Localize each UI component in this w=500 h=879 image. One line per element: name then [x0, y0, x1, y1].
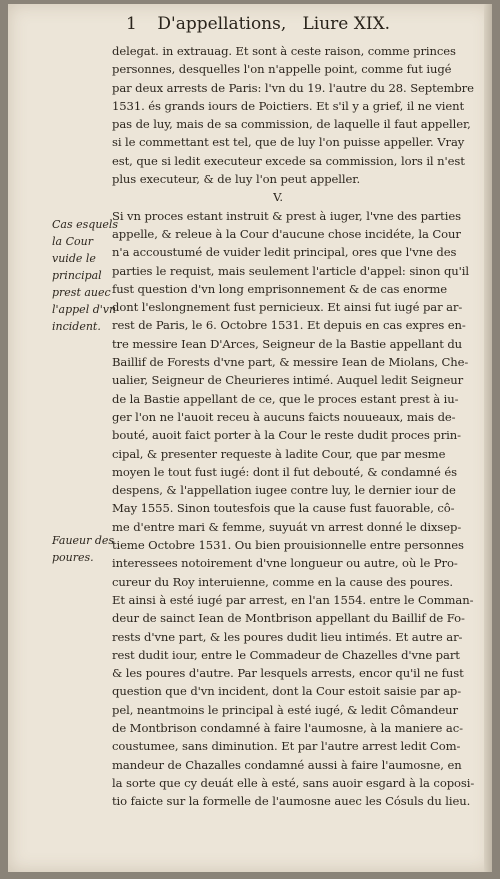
margin-line: principal	[52, 269, 102, 282]
text-line: de Montbrison condamné à faire l'aumosne, à la maniere ac-	[112, 720, 463, 735]
text-line: dont l'eslongnement fust pernicieux. Et ainsi fut iugé par ar-	[112, 300, 463, 315]
text-line: me d'entre mari & femme, suyuát vn arrest donné le dixsep-	[112, 519, 462, 534]
running-header	[126, 14, 486, 34]
header-title: D'appellations,	[157, 14, 287, 34]
text-line: pas de luy, mais de sa commission, de laquelle il faut appeller,	[112, 117, 471, 132]
book-page	[8, 4, 492, 872]
page-edge	[484, 4, 492, 872]
text-line: question que d'vn incident, dont la Cour estoit saisie par ap-	[112, 684, 462, 699]
text-line: mandeur de Chazalles condamné aussi à faire l'aumosne, en	[112, 757, 462, 772]
text-line: est, que si ledit executeur excede sa commission, lors il n'est	[112, 153, 465, 168]
text-line: May 1555. Sinon toutesfois que la cause fust fauorable, cô-	[112, 501, 455, 516]
text-line: personnes, desquelles l'on n'appelle point, comme fut iugé	[112, 62, 452, 77]
margin-line: Faueur des	[52, 534, 115, 547]
margin-line: la Cour	[52, 235, 93, 248]
text-line: coustumee, sans diminution. Et par l'autre arrest ledit Com-	[112, 739, 461, 754]
text-line: despens, & l'appellation iugee contre luy, le dernier iour de	[112, 483, 456, 498]
margin-note-cas-esquels	[52, 216, 120, 335]
text-line: ualier, Seigneur de Cheurieres intimé. Auquel ledit Seigneur	[112, 373, 464, 388]
text-line: moyen le tout fust iugé: dont il fut debouté, & condamné és	[112, 464, 457, 479]
text-line: delegat. in extrauag. Et sont à ceste raison, comme princes	[112, 44, 456, 58]
margin-line: Cas esquels	[52, 218, 119, 231]
margin-line: poures.	[52, 551, 94, 564]
margin-line: prest auec	[52, 286, 111, 299]
text-line: rests d'vne part, & les poures dudit lieu intimés. Et autre ar-	[112, 629, 463, 644]
text-line: si le commettant est tel, que de luy l'on puisse appeller. Vray	[112, 135, 465, 150]
text-line: tre messire Iean D'Arces, Seigneur de la Bastie appellant du	[112, 336, 463, 351]
text-line: n'a accoustumé de vuider ledit principal, ores que l'vne des	[112, 245, 457, 260]
margin-note-faueur-des-poures	[52, 532, 120, 566]
folio-number: 1	[126, 14, 137, 34]
text-line: pel, neantmoins le principal à esté iugé, & ledit Cômandeur	[112, 702, 458, 717]
text-line: deur de sainct Iean de Montbrison appellant du Baillif de Fo-	[112, 611, 465, 626]
text-line: Baillif de Forests d'vne part, & messire Iean de Miolans, Che-	[112, 355, 469, 370]
body-text	[112, 42, 484, 810]
text-line: & les poures d'autre. Par lesquels arrests, encor qu'il ne fust	[112, 666, 464, 681]
text-line: de la Bastie appellant de ce, que le proces estant prest à iu-	[112, 391, 459, 406]
text-line: appelle, & releue à la Cour d'aucune chose incidéte, la Cour	[112, 226, 461, 241]
text-line: parties le requist, mais seulement l'article d'appel: sinon qu'il	[112, 263, 469, 278]
margin-line: incident.	[52, 320, 101, 333]
text-line: ger l'on ne l'auoit receu à aucuns faicts nouueaux, mais de-	[112, 409, 456, 424]
text-line: 1531. és grands iours de Poictiers. Et s'il y a grief, il ne vient	[112, 98, 465, 113]
text-line: tieme Octobre 1531. Ou bien prouisionnelle entre personnes	[112, 538, 464, 553]
section-number: V.	[273, 190, 283, 205]
header-book: Liure XIX.	[302, 14, 391, 34]
text-line: rest dudit iour, entre le Commadeur de Chazelles d'vne part	[112, 647, 460, 662]
text-line: par deux arrests de Paris: l'vn du 19. l'autre du 28. Septembre	[112, 80, 474, 95]
text-line: tio faicte sur la formelle de l'aumosne auec les Cósuls du lieu.	[112, 794, 471, 809]
margin-line: l'appel d'vn	[52, 303, 117, 316]
text-line: cureur du Roy interuienne, comme en la cause des poures.	[112, 574, 453, 589]
text-line: plus executeur, & de luy l'on peut appeller.	[112, 172, 361, 187]
text-line: fust question d'vn long emprisonnement & de cas enorme	[112, 281, 448, 296]
text-line: Et ainsi à esté iugé par arrest, en l'an 1554. entre le Comman-	[112, 592, 474, 607]
text-line: rest de Paris, le 6. Octobre 1531. Et depuis en cas expres en-	[112, 318, 466, 333]
text-line: interessees notoirement d'vne longueur ou autre, où le Pro-	[112, 556, 458, 571]
text-line: cipal, & presenter requeste à ladite Cour, que par mesme	[112, 446, 446, 461]
text-line: Si vn proces estant instruit & prest à iuger, l'vne des parties	[112, 208, 461, 223]
text-line: la sorte que cy deuát elle à esté, sans auoir esgard à la coposi-	[112, 775, 475, 790]
text-line: bouté, auoit faict porter à la Cour le reste dudit proces prin-	[112, 428, 461, 443]
margin-line: vuide le	[52, 252, 96, 265]
